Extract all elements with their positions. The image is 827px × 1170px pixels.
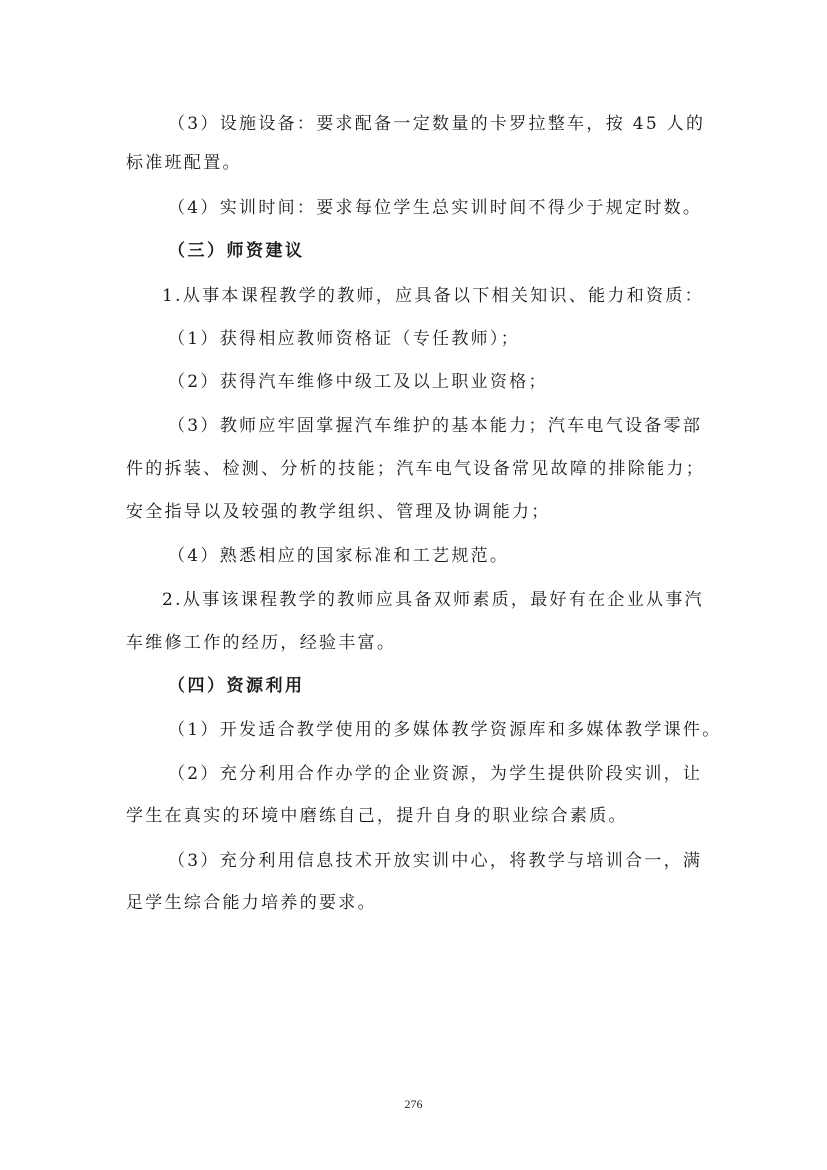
paragraph-line: （3）设施设备：要求配备一定数量的卡罗拉整车，按 45 人的 <box>168 114 706 134</box>
paragraph-line: 足学生综合能力培养的要求。 <box>126 893 377 913</box>
paragraph-line: 安全指导以及较强的教学组织、管理及协调能力； <box>126 502 551 522</box>
paragraph-line: （4）熟悉相应的国家标准和工艺规范。 <box>168 546 510 566</box>
paragraph-line: （2）获得汽车维修中级工及以上职业资格； <box>168 372 548 392</box>
paragraph-line: （4）实训时间：要求每位学生总实训时间不得少于规定时数。 <box>168 198 703 218</box>
page-number: 276 <box>404 1097 423 1111</box>
paragraph-line: 标准班配置。 <box>126 153 242 173</box>
section-heading: （三）师资建议 <box>168 241 305 261</box>
paragraph-line: 车维修工作的经历，经验丰富。 <box>126 633 397 653</box>
paragraph-line: （1）获得相应教师资格证（专任教师）； <box>168 329 521 349</box>
paragraph-line: 学生在真实的环境中磨练自己，提升自身的职业综合素质。 <box>126 806 628 826</box>
paragraph-line: 件的拆装、检测、分析的技能；汽车电气设备常见故障的排除能力； <box>126 459 705 479</box>
section-heading: （四）资源利用 <box>168 676 305 696</box>
paragraph-line: 2.从事该课程教学的教师应具备双师素质，最好有在企业从事汽 <box>162 590 704 610</box>
paragraph-line: （3）教师应牢固掌握汽车维护的基本能力；汽车电气设备零部 <box>168 416 703 436</box>
paragraph-line: （3）充分利用信息技术开放实训中心，将教学与培训合一，满 <box>168 851 703 871</box>
paragraph-line: 1.从事本课程教学的教师，应具备以下相关知识、能力和资质： <box>162 286 704 306</box>
paragraph-line: （1）开发适合教学使用的多媒体教学资源库和多媒体教学课件。 <box>168 720 722 740</box>
paragraph-line: （2）充分利用合作办学的企业资源，为学生提供阶段实训，让 <box>168 764 703 784</box>
